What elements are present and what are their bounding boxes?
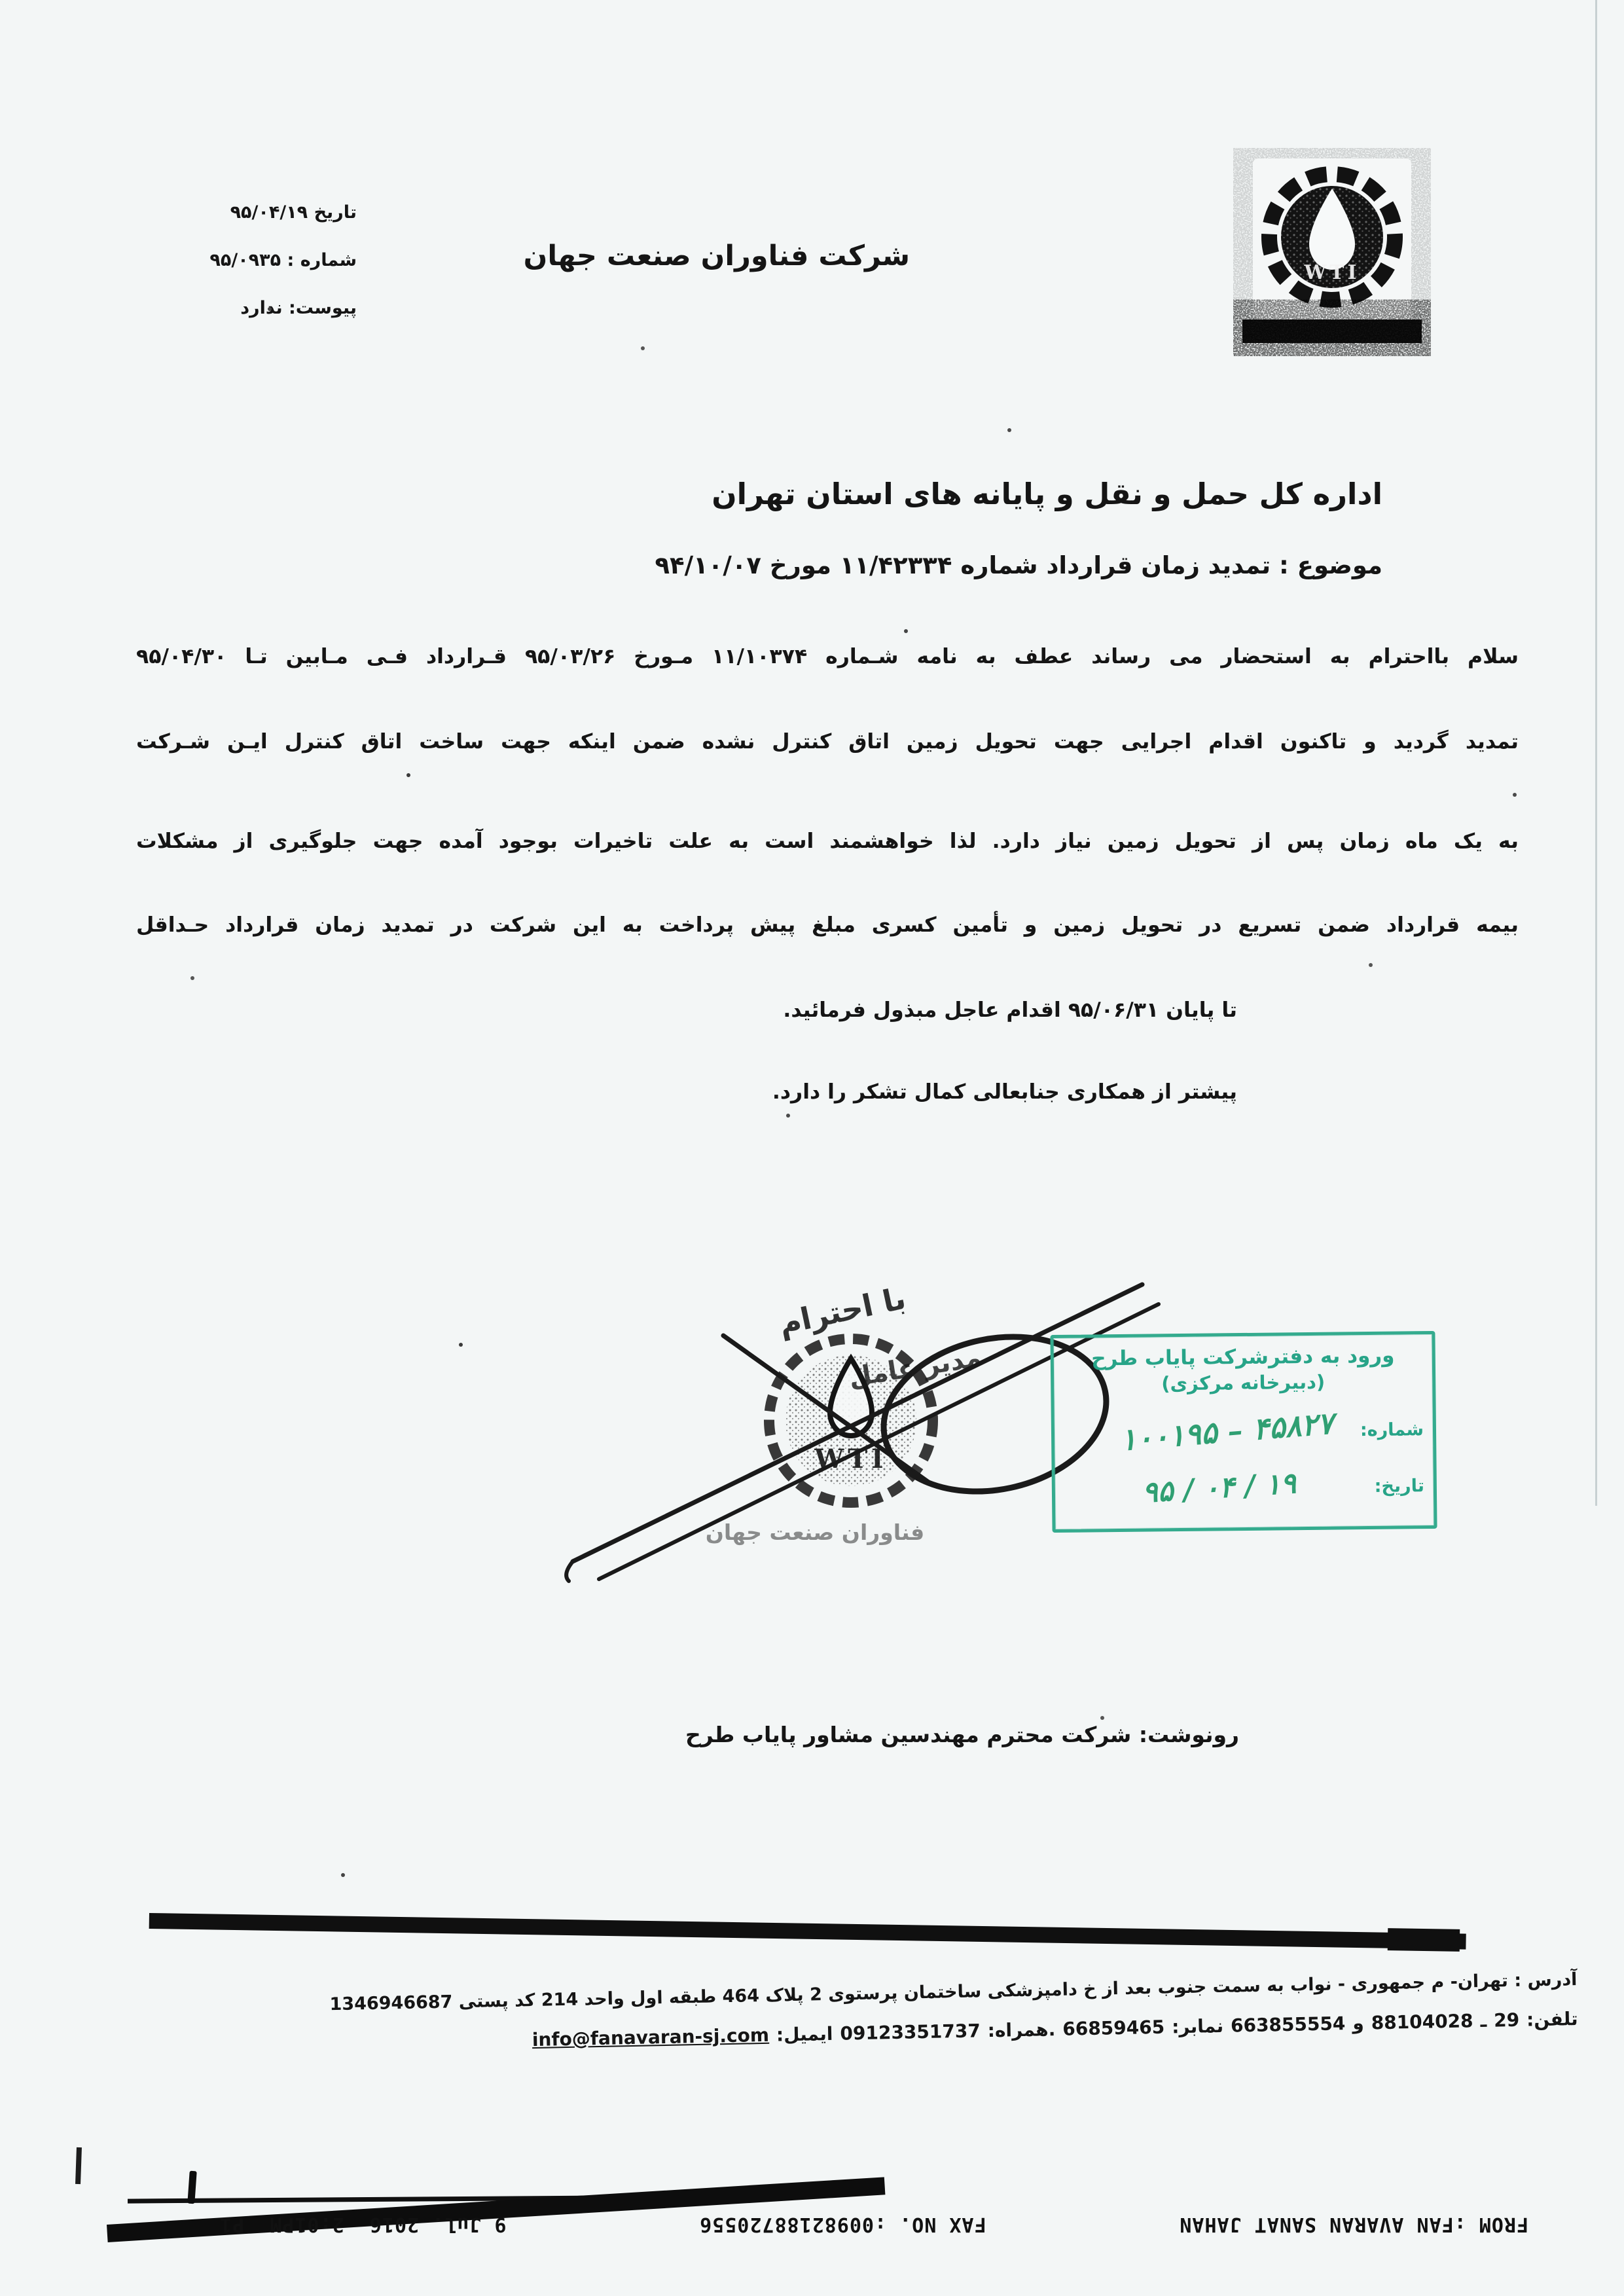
entry-stamp-subtitle: (دبیرخانه مرکزی) <box>1161 1370 1326 1395</box>
body-line-4: بیمه قرارداد ضمن تسریع در تحویل زمین و تأمین کسری مبلغ پیش پرداخت به این شرکت در تمدید زمان قرارداد حـداقل <box>136 913 1519 937</box>
email-address: info@fanavaran-sj.com <box>532 2024 770 2051</box>
company-name: شرکت فناوران صنعت جهان <box>523 240 910 272</box>
fax-from: FROM :FAN AVARAN SANAT JAHAN <box>1179 2213 1528 2236</box>
phone-dash: ـ <box>1480 2009 1487 2032</box>
entry-stamp-date-label: تاریخ: <box>1374 1476 1425 1497</box>
contacts-line <box>128 2008 1578 2058</box>
separator-line-end <box>1388 1928 1460 1952</box>
email-label: ایمیل: <box>776 2022 833 2046</box>
entry-stamp-date-value: ۹۵ / ۰۴ / ۱۹ <box>1141 1467 1297 1510</box>
company-logo <box>1233 148 1431 356</box>
entry-stamp-box <box>1050 1331 1437 1533</box>
letter-date: تاریخ ۹۵/۰۴/۱۹ <box>230 202 357 223</box>
entry-stamp-number-value: ۱۰۰۱۹۵ – ۴۵۸۲۷ <box>1119 1405 1335 1458</box>
body-line-1: سلام بااحترام به استحضار می رساند عطف به نامه شـماره ۱۱/۱۰۳۷۴ مـورخ ۹۵/۰۳/۲۶ قـرارداد فـی مـابین تـا ۹۵/۰۴/۳۰ <box>136 645 1519 668</box>
separator-line <box>149 1913 1466 1950</box>
fax-label: نمابر: <box>1171 2014 1224 2038</box>
fax-datetime: 9 Jul. 2016 2:01PM P1 <box>219 2213 507 2236</box>
and-word: و <box>1352 2012 1365 2034</box>
gear-drop-logo-icon <box>1233 148 1431 356</box>
body-line-2: تمدید گردید و تاکنون اقدام اجرایی جهت تحویل زمین اتاق کنترل نشده ضمن اینکه جهت ساخت اتاق کنترل ایـن شـرکت <box>136 730 1519 754</box>
cc-line: رونوشت: شرکت محترم مهندسین مشاور پایاب طرح <box>685 1722 1239 1747</box>
stamp-title-text: مدیر عامل <box>846 1342 984 1393</box>
entry-stamp-title: ورود به دفترشرکت پایاب طرح <box>1091 1343 1395 1371</box>
page-number-mark <box>75 2147 82 2184</box>
letter-attachment: پیوست: ندارد <box>240 298 357 318</box>
stamp-company-text: فناوران صنعت جهان <box>705 1520 925 1545</box>
mobile-label: .همراه: <box>987 2018 1056 2042</box>
mobile-number: 09123351737 <box>840 2020 981 2045</box>
entry-stamp-number-label: شماره: <box>1360 1419 1424 1440</box>
fax-number-field: FAX NO. :00982188720556 <box>699 2213 986 2236</box>
logo-bottom-noise <box>1237 302 1427 356</box>
scan-edge-line <box>1595 0 1597 1506</box>
address-line: آدرس : تهران- م جمهوری - نواب به سمت جنوب بعد از خ دامپزشکی ساختمان پرستوی 2 پلاک 464 طبقه اول واحد 214 کد پستی 1346946687 <box>329 1969 1578 2015</box>
letter-number: شماره : ۹۵/۰۹۳۵ <box>209 250 357 270</box>
phone-suffix: 29 <box>1493 2009 1520 2032</box>
fax-number: 66859465 <box>1062 2016 1165 2040</box>
phone-number-1: 88104028 <box>1371 2010 1473 2034</box>
logo-letters: WTI <box>1304 261 1360 284</box>
recipient-line: اداره کل حمل و نقل و پایانه های استان تهران <box>712 477 1382 511</box>
letter-meta-block <box>193 189 357 332</box>
entry-stamp-number-row <box>1119 1405 1424 1458</box>
phone-number-2: 663855554 <box>1230 2013 1346 2037</box>
phone-label: تلفن: <box>1526 2007 1578 2031</box>
entry-stamp-date-row <box>1141 1467 1425 1510</box>
body-line-5: تا پایان ۹۵/۰۶/۳۱ اقدام عاجل مبذول فرمائید. <box>783 998 1237 1022</box>
stamp-greeting-text: با احترام <box>776 1280 909 1342</box>
stamp-letters: WTI <box>814 1444 888 1474</box>
body-line-3: به یک ماه زمان پس از تحویل زمین نیاز دارد. لذا خواهشمند است به علت تاخیرات بوجود آمده جهت جلوگیری از مشکلات <box>136 829 1519 853</box>
fax-transmission-header <box>219 2210 1528 2239</box>
subject-line: موضوع : تمدید زمان قرارداد شماره ۱۱/۴۲۳۳۴ مورخ ۹۴/۱۰/۰۷ <box>655 551 1382 579</box>
footer-block <box>128 1969 1578 2058</box>
scan-speckles <box>0 0 3 3</box>
body-line-6: پیشتر از همکاری جنابعالی کمال تشکر را دارد. <box>772 1080 1237 1104</box>
